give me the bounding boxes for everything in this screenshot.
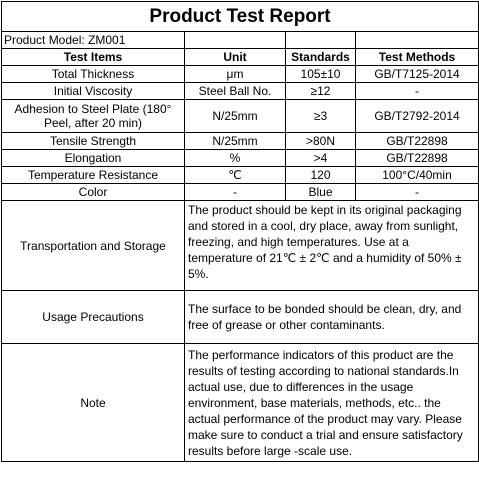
test-report-sheet	[1, 1, 478, 487]
test-method: GB/T22898	[356, 133, 479, 150]
standard: 105±10	[286, 66, 356, 83]
header-test-items: Test Items	[2, 49, 185, 66]
test-method: 100°C/40min	[356, 167, 479, 184]
header-unit: Unit	[185, 49, 286, 66]
note-row-transportation	[2, 201, 479, 291]
test-item: Color	[2, 184, 185, 201]
standard: >4	[286, 150, 356, 167]
note-label: Usage Precautions	[2, 291, 185, 344]
header-row	[2, 49, 479, 66]
standard: Blue	[286, 184, 356, 201]
table-row	[2, 66, 479, 83]
table-row	[2, 133, 479, 150]
standard: 120	[286, 167, 356, 184]
table-row	[2, 83, 479, 100]
note-text: The surface to be bonded should be clean, dry, and free of grease or other contaminants.	[185, 291, 479, 344]
empty-cell	[356, 32, 479, 49]
test-item: Elongation	[2, 150, 185, 167]
unit: ℃	[185, 167, 286, 184]
test-method: GB/T2792-2014	[356, 100, 479, 133]
header-test-methods: Test Methods	[356, 49, 479, 66]
table-row	[2, 100, 479, 133]
note-row-note	[2, 344, 479, 462]
empty-cell	[185, 32, 286, 49]
unit: N/25mm	[185, 133, 286, 150]
table-row	[2, 184, 479, 201]
unit: %	[185, 150, 286, 167]
test-method: GB/T22898	[356, 150, 479, 167]
product-model: Product Model: ZM001	[2, 32, 185, 49]
unit: Steel Ball No.	[185, 83, 286, 100]
test-item: Total Thickness	[2, 66, 185, 83]
unit: N/25mm	[185, 100, 286, 133]
report-title: Product Test Report	[2, 2, 479, 32]
test-method: GB/T7125-2014	[356, 66, 479, 83]
test-item: Tensile Strength	[2, 133, 185, 150]
unit: μm	[185, 66, 286, 83]
standard: ≥3	[286, 100, 356, 133]
note-text: The performance indicators of this product are the results of testing according to national standards.In actual use, due to differences in the usage environment, base materials, methods, etc.. the actual performance of the product may vary. Please make sure to conduct a trial and ensure satisfactory results before large -scale use.	[185, 344, 479, 462]
table-row	[2, 167, 479, 184]
unit: -	[185, 184, 286, 201]
standard: >80N	[286, 133, 356, 150]
test-item: Initial Viscosity	[2, 83, 185, 100]
standard: ≥12	[286, 83, 356, 100]
empty-cell	[286, 32, 356, 49]
test-report-table	[1, 1, 479, 462]
test-method: -	[356, 184, 479, 201]
note-row-usage	[2, 291, 479, 344]
test-item: Temperature Resistance	[2, 167, 185, 184]
test-item: Adhesion to Steel Plate (180° Peel, after 20 min)	[2, 100, 185, 133]
note-label: Note	[2, 344, 185, 462]
table-row	[2, 150, 479, 167]
header-standards: Standards	[286, 49, 356, 66]
test-method: -	[356, 83, 479, 100]
note-text: The product should be kept in its original packaging and stored in a cool, dry place, away from sunlight, freezing, and high temperatures. Use at a temperature of 21℃ ± 2℃ and a humidity of 50% ± 5%.	[185, 201, 479, 291]
note-label: Transportation and Storage	[2, 201, 185, 291]
